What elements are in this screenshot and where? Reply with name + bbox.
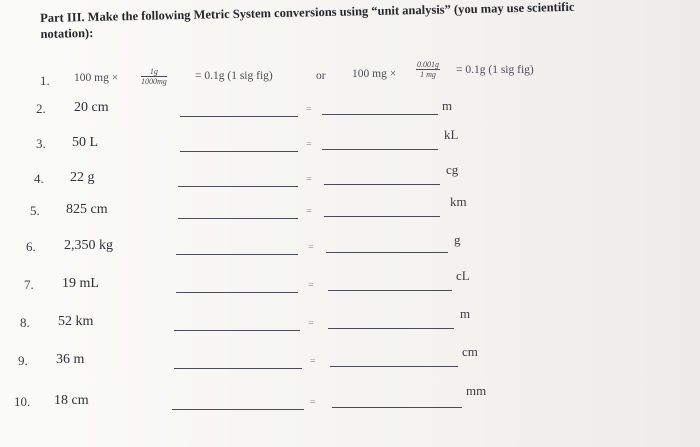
problem-number: 4. (34, 171, 44, 186)
problem-number: 7. (24, 277, 34, 292)
fraction-1-numerator: 1g (141, 67, 167, 77)
target-unit: km (450, 194, 467, 209)
answer-blank-result[interactable] (322, 149, 438, 150)
problem-given: 2,350 kg (64, 238, 113, 253)
example-or: or (316, 70, 326, 82)
problem-given: 19 mL (62, 276, 99, 291)
answer-blank-work[interactable] (180, 116, 298, 117)
example-result-1: = 0.1g (1 sig fig) (195, 70, 273, 82)
problem-given: 52 km (58, 314, 94, 329)
example-fraction-2 (416, 60, 440, 79)
section-heading (40, 0, 700, 42)
equals-sign: = (306, 104, 312, 115)
answer-blank-result[interactable] (328, 290, 452, 291)
problem-number: 9. (18, 353, 28, 368)
problem-number: 3. (36, 136, 46, 151)
answer-blank-result[interactable] (330, 366, 458, 367)
answer-blank-work[interactable] (174, 330, 300, 331)
example-lhs-1: 100 mg × (74, 72, 119, 84)
answer-blank-result[interactable] (326, 252, 448, 253)
problem-number: 2. (36, 101, 46, 116)
example-result-2: = 0.1g (1 sig fig) (456, 64, 534, 76)
problem-number: 5. (30, 203, 40, 218)
answer-blank-work[interactable] (174, 368, 302, 369)
equals-sign: = (306, 174, 312, 185)
example-lhs-2: 100 mg × (352, 68, 397, 80)
problem-number: 6. (26, 239, 36, 254)
problem-given: 825 cm (66, 202, 108, 217)
heading-line-2: notation): (40, 25, 94, 41)
equals-sign: = (310, 356, 316, 367)
answer-blank-work[interactable] (176, 292, 298, 293)
answer-blank-result[interactable] (324, 184, 440, 185)
answer-blank-result[interactable] (328, 328, 454, 329)
answer-blank-result[interactable] (332, 407, 462, 408)
problem-given: 22 g (70, 170, 95, 185)
answer-blank-work[interactable] (172, 409, 304, 410)
fraction-1-denominator: 1000mg (141, 77, 167, 86)
problem-given: 50 L (72, 135, 99, 150)
example-fraction-1 (141, 67, 167, 86)
answer-blank-result[interactable] (324, 216, 440, 217)
target-unit: m (442, 98, 453, 113)
target-unit: mm (466, 383, 487, 398)
equals-sign: = (308, 280, 314, 291)
example-number: 1. (40, 73, 50, 88)
target-unit: g (454, 232, 461, 247)
answer-blank-result[interactable] (322, 114, 438, 115)
heading-line-1: Part III. Make the following Metric System conversions using “unit analysis” (you may use scientific (40, 0, 575, 25)
target-unit: kL (444, 127, 459, 142)
problem-number: 8. (20, 315, 30, 330)
fraction-2-numerator: 0.001g (417, 60, 439, 69)
answer-blank-work[interactable] (176, 254, 298, 255)
target-unit: cm (462, 344, 478, 359)
answer-blank-work[interactable] (178, 218, 298, 219)
target-unit: m (460, 306, 471, 321)
equals-sign: = (310, 397, 316, 408)
answer-blank-work[interactable] (180, 151, 298, 152)
problem-number: 10. (14, 394, 31, 409)
problem-given: 20 cm (74, 100, 109, 115)
equals-sign: = (306, 206, 312, 217)
answer-blank-work[interactable] (178, 186, 298, 187)
equals-sign: = (306, 139, 312, 150)
fraction-2-denominator: 1 mg (420, 70, 436, 79)
equals-sign: = (308, 318, 314, 329)
target-unit: cg (446, 162, 459, 177)
equals-sign: = (308, 242, 314, 253)
target-unit: cL (456, 268, 470, 283)
problem-given: 18 cm (54, 393, 89, 408)
problem-given: 36 m (56, 352, 85, 367)
